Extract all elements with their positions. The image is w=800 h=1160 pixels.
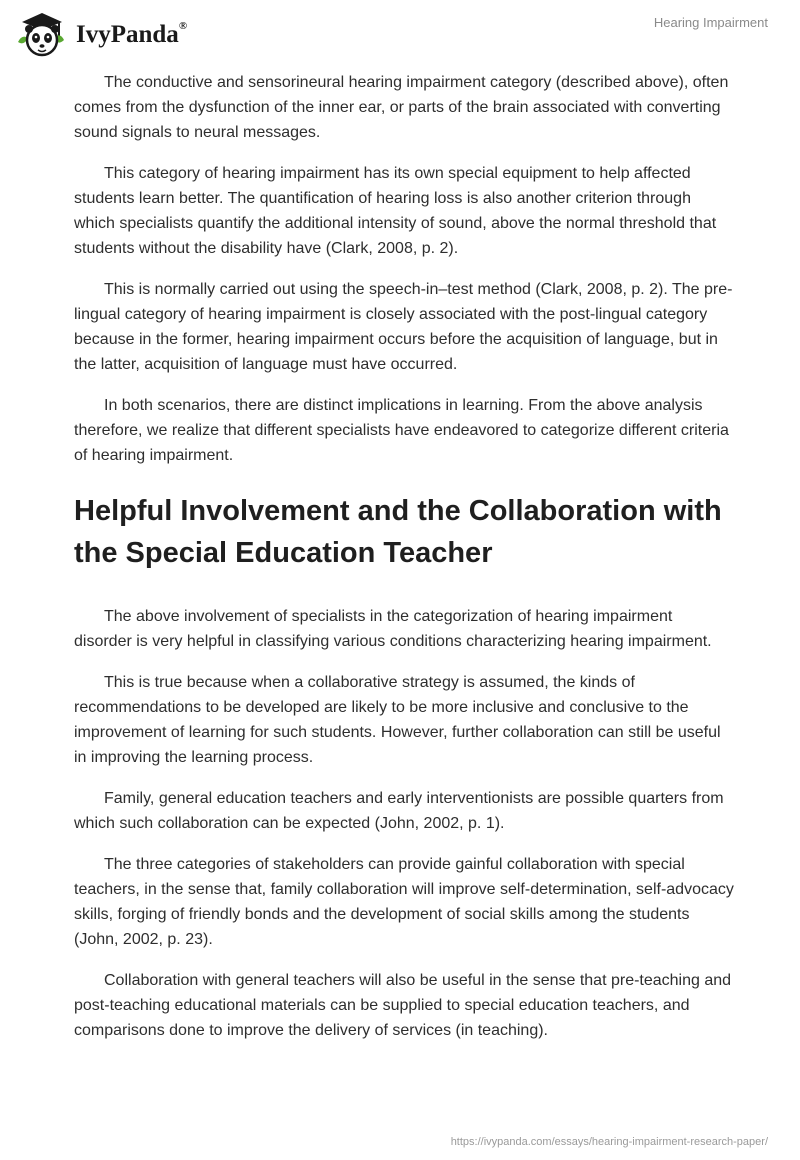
page-header bbox=[0, 0, 800, 70]
paragraph: This category of hearing impairment has its own special equipment to help affected students learn better. The quantification of hearing loss is also another criterion through which specialists quantify the additional intensity of sound, above the normal threshold that students without the disability have (Clark, 2008, p. 2). bbox=[74, 165, 717, 257]
paragraph: Collaboration with general teachers will also be useful in the sense that pre-teaching and post-teaching educational materials can be supplied to special education teachers, and comparisons done to improve the delivery of services (in teaching). bbox=[74, 972, 732, 1039]
paragraph: The conductive and sensorineural hearing impairment category (described above), often comes from the dysfunction of the inner ear, or parts of the brain associated with converting sound signals to neural messages. bbox=[74, 74, 729, 141]
source-url[interactable]: https://ivypanda.com/essays/hearing-impairment-research-paper/ bbox=[450, 1136, 768, 1148]
paragraph: In both scenarios, there are distinct implications in learning. From the above analysis therefore, we realize that different specialists have endeavored to categorize different criteria of hearing impairment. bbox=[74, 397, 729, 464]
paragraph: This is true because when a collaborative strategy is assumed, the kinds of recommendations to be developed are likely to be more inclusive and conclusive to the improvement of learning for such students. However, further collaboration can still be useful in improving the learning process. bbox=[74, 674, 721, 766]
document-title: Hearing Impairment bbox=[653, 15, 768, 30]
section-heading: Helpful Involvement and the Collaboration with the Special Education Teacher bbox=[74, 495, 722, 569]
paragraph: The three categories of stakeholders can provide gainful collaboration with special teachers, in the sense that, family collaboration will improve self-determination, self-advocacy skills, forging of friendly bonds and the development of social skills among the students (John, 2002, p. 23). bbox=[74, 856, 734, 948]
panda-logo-icon bbox=[14, 8, 70, 60]
ivypanda-logo[interactable] bbox=[14, 8, 204, 60]
paragraph: The above involvement of specialists in the categorization of hearing impairment disorder is very helpful in classifying various conditions characterizing hearing impairment. bbox=[74, 608, 712, 650]
essay-body bbox=[74, 70, 734, 1059]
paragraph: Family, general education teachers and early interventionists are possible quarters from which such collaboration can be expected (John, 2002, p. 1). bbox=[74, 790, 724, 832]
paragraph: This is normally carried out using the speech-in–test method (Clark, 2008, p. 2). The pre-lingual category of hearing impairment is closely associated with the post-lingual category because in the former, hearing impairment occurs before the acquisition of language, but in the latter, acquisition of language must have occurred. bbox=[74, 281, 733, 373]
brand-name: IvyPanda® bbox=[76, 19, 188, 48]
